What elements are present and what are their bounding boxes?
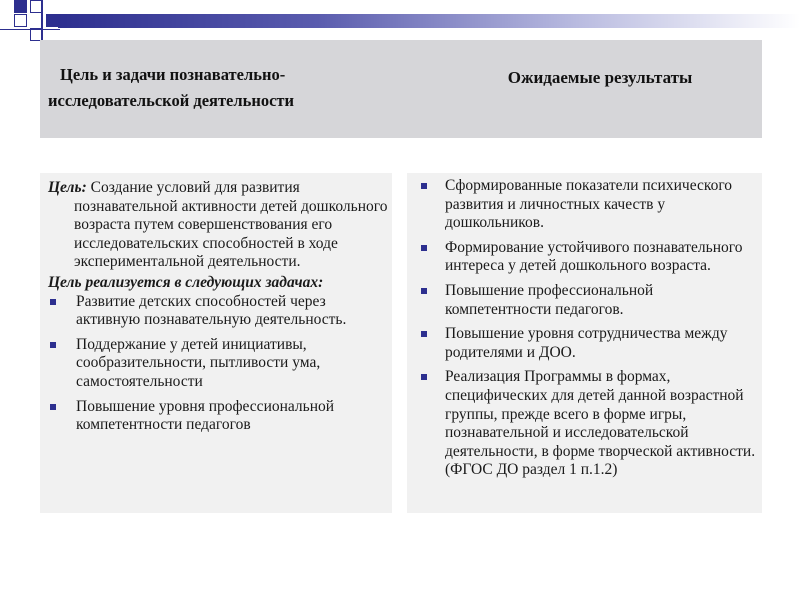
list-item-text: Реализация Программы в формах, специфических для детей данной возрастной группы, прежде всего в форме игры, познавательной и исследовательской деятельности, в форме творческой активности. (ФГОС ДО раздел 1 п.1.2): [445, 368, 756, 479]
list-item: [40, 293, 392, 330]
results-list: [407, 173, 762, 480]
list-item-text: Формирование устойчивого познавательного интереса у детей дошкольного возраста.: [445, 238, 743, 275]
decor-square: [14, 14, 27, 27]
list-item: [40, 336, 392, 392]
bullet-icon: [421, 374, 427, 380]
decor-line: [0, 29, 60, 30]
header-right-title: Ожидаемые результаты: [507, 68, 693, 87]
decor-line: [41, 0, 43, 40]
goal-label: Цель:: [48, 179, 87, 196]
list-item: [407, 239, 762, 276]
bullet-icon: [421, 288, 427, 294]
table-header: [40, 40, 762, 138]
header-left-line2: исследовательской деятельности: [48, 91, 295, 110]
left-column: [40, 173, 392, 513]
bullet-icon: [421, 331, 427, 337]
tasks-list: [40, 293, 392, 435]
list-item-text: Повышение уровня профессиональной компетентности педагогов: [76, 397, 335, 434]
list-item-text: Развитие детских способностей через активную познавательную деятельность.: [76, 292, 347, 329]
decor-square: [14, 0, 27, 13]
top-decoration: [0, 0, 800, 40]
list-item: [407, 282, 762, 319]
list-item: [407, 177, 762, 233]
list-item-text: Повышение профессиональной компетентности педагогов.: [445, 281, 654, 318]
list-item: [40, 398, 392, 435]
tasks-heading: Цель реализуется в следующих задачах:: [48, 273, 324, 291]
list-item-text: Сформированные показатели психического развития и личностных качеств у дошкольников.: [445, 177, 733, 232]
decor-gradient-stripe: [58, 14, 800, 28]
header-left-title: [40, 62, 395, 114]
goal-text: Создание условий для развития познавательной активности детей дошкольного возраста путем совершенствования его исследовательских способностей в ходе экспериментальной деятельности.: [74, 179, 388, 271]
bullet-icon: [50, 404, 56, 410]
goal-paragraph: [40, 179, 392, 272]
bullet-icon: [421, 183, 427, 189]
bullet-icon: [50, 342, 56, 348]
right-column: [407, 173, 762, 513]
list-item-text: Поддержание у детей инициативы, сообразительности, пытливости ума, самостоятельности: [76, 335, 321, 390]
list-item: [407, 368, 762, 480]
header-left-line1: Цель и задачи познавательно-: [60, 65, 286, 84]
bullet-icon: [50, 299, 56, 305]
list-item: [407, 325, 762, 362]
bullet-icon: [421, 245, 427, 251]
list-item-text: Повышение уровня сотрудничества между родителями и ДОО.: [445, 325, 728, 361]
